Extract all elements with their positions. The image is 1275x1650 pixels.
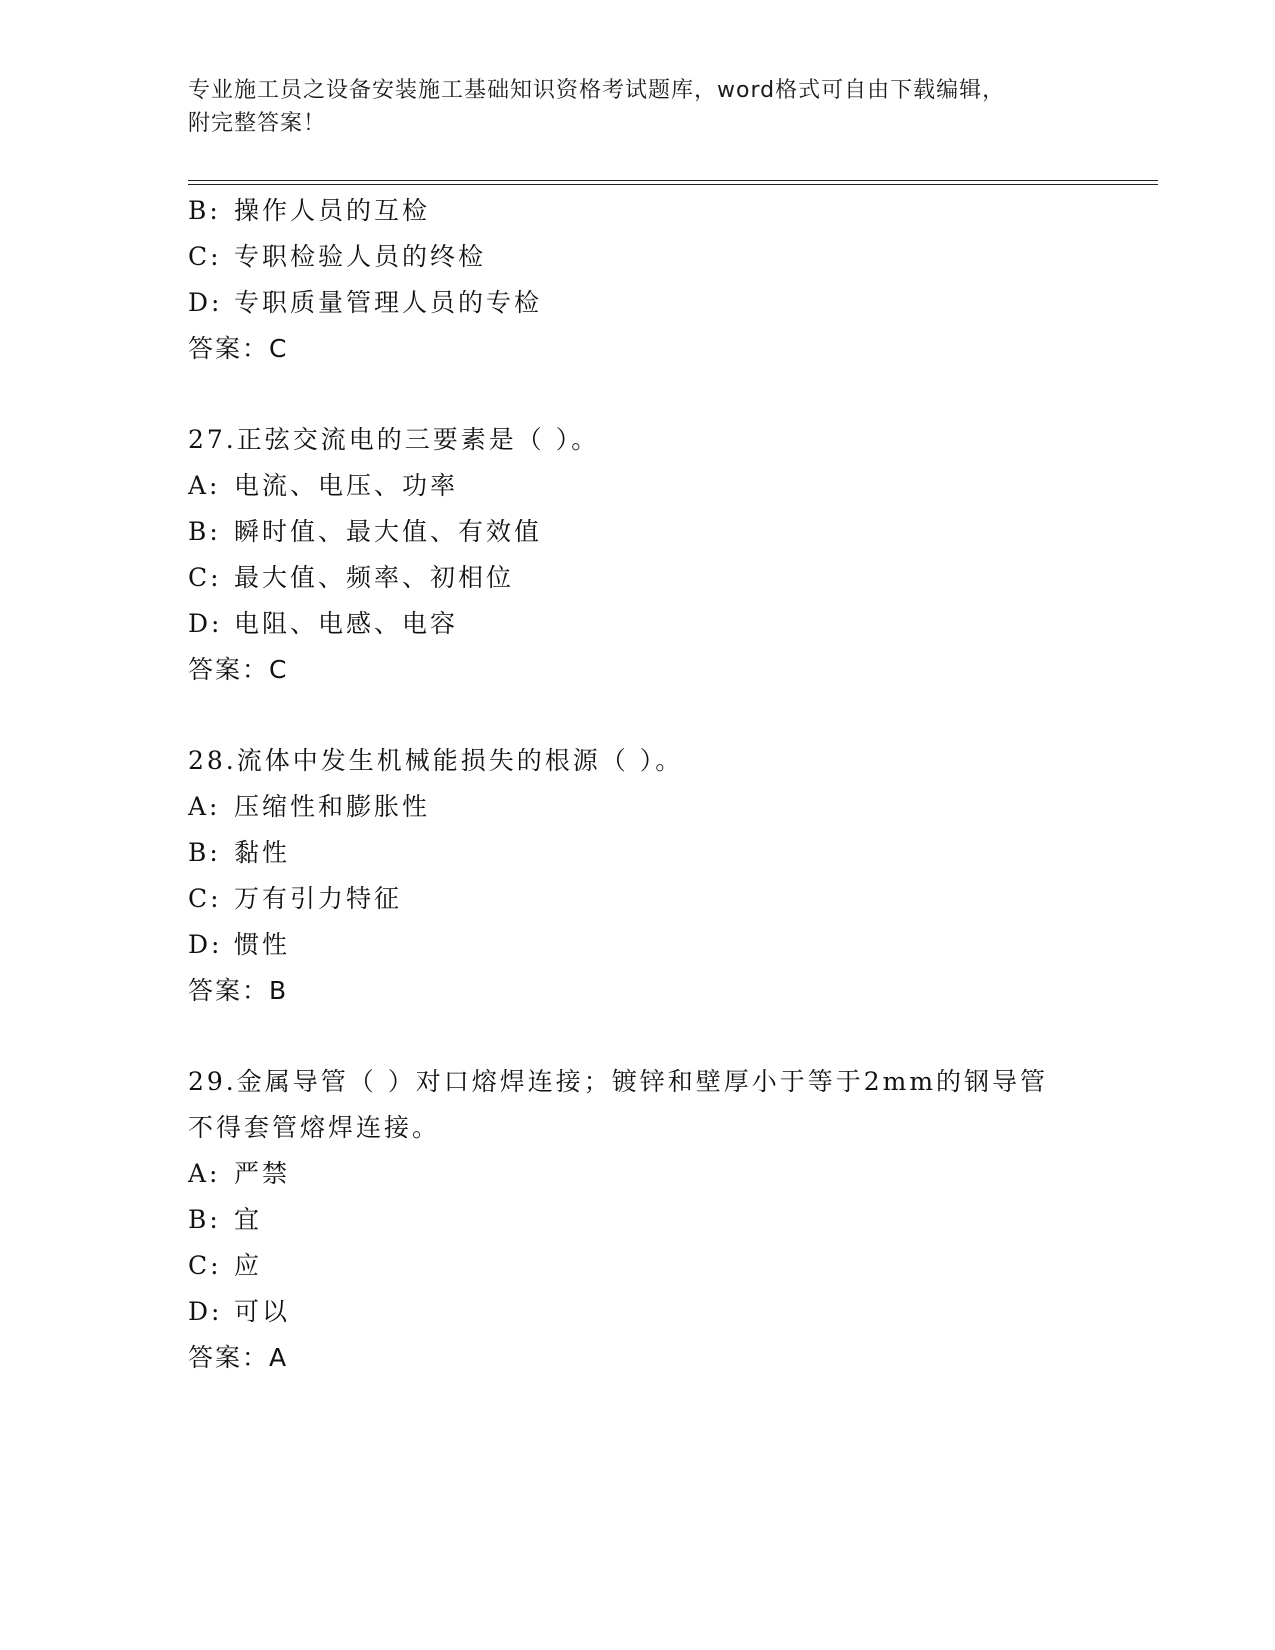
option-label: C:: [188, 563, 222, 592]
option-text: 惯性: [234, 930, 291, 959]
option-text: 最大值、频率、初相位: [234, 563, 515, 592]
option-b: [188, 1197, 1088, 1243]
header-line-2: 附完整答案！: [188, 111, 327, 136]
option-text: 万有引力特征: [234, 884, 403, 913]
option-c: [188, 234, 1088, 280]
option-text: 可以: [234, 1297, 291, 1326]
option-label: D:: [188, 930, 223, 959]
question-block-29: [188, 1059, 1088, 1381]
option-label: D:: [188, 609, 223, 638]
option-label: A:: [188, 471, 221, 500]
option-text: 电阻、电感、电容: [234, 609, 459, 638]
option-text: 操作人员的互检: [234, 196, 431, 225]
header-divider-top: [188, 180, 1158, 181]
question-text-line-1: 29.金属导管（ ）对口熔焊连接；镀锌和壁厚小于等于2mm的钢导管: [188, 1067, 1049, 1096]
option-b: [188, 509, 1088, 555]
option-text: 电流、电压、功率: [234, 471, 459, 500]
answer: 答案：B: [188, 976, 289, 1005]
answer: 答案：C: [188, 334, 289, 363]
option-text: 黏性: [234, 838, 291, 867]
option-label: C:: [188, 242, 222, 271]
option-b: [188, 188, 1088, 234]
answer: 答案：C: [188, 655, 289, 684]
option-c: [188, 555, 1088, 601]
answer: 答案：A: [188, 1343, 289, 1372]
option-label: B:: [188, 196, 221, 225]
option-text: 宜: [234, 1205, 263, 1234]
option-text: 瞬时值、最大值、有效值: [234, 517, 543, 546]
option-a: [188, 784, 1088, 830]
question-block-28: [188, 738, 1088, 1014]
header-line-1: 专业施工员之设备安装施工基础知识资格考试题库，word格式可自由下载编辑，: [188, 78, 1006, 103]
option-label: B:: [188, 838, 221, 867]
option-d: [188, 280, 1088, 326]
question-text: 27.正弦交流电的三要素是（ ）。: [188, 425, 600, 454]
option-text: 严禁: [234, 1159, 291, 1188]
header-divider-bottom: [188, 184, 1158, 185]
option-text: 专职检验人员的终检: [234, 242, 487, 271]
option-a: [188, 1151, 1088, 1197]
question-list: [188, 188, 1088, 1381]
option-label: D:: [188, 288, 223, 317]
question-text-line-2: 不得套管熔焊连接。: [188, 1113, 441, 1142]
question-block-26: [188, 188, 1088, 372]
option-label: B:: [188, 517, 221, 546]
option-text: 压缩性和膨胀性: [234, 792, 431, 821]
option-a: [188, 463, 1088, 509]
option-label: C:: [188, 1251, 222, 1280]
option-c: [188, 1243, 1088, 1289]
option-label: A:: [188, 1159, 221, 1188]
option-b: [188, 830, 1088, 876]
option-text: 专职质量管理人员的专检: [234, 288, 543, 317]
option-d: [188, 922, 1088, 968]
document-header: [188, 74, 1068, 140]
question-block-27: [188, 417, 1088, 693]
option-c: [188, 876, 1088, 922]
option-label: D:: [188, 1297, 223, 1326]
option-label: B:: [188, 1205, 221, 1234]
option-label: A:: [188, 792, 221, 821]
option-text: 应: [234, 1251, 263, 1280]
option-d: [188, 1289, 1088, 1335]
option-d: [188, 601, 1088, 647]
option-label: C:: [188, 884, 222, 913]
question-text: 28.流体中发生机械能损失的根源（ ）。: [188, 746, 684, 775]
